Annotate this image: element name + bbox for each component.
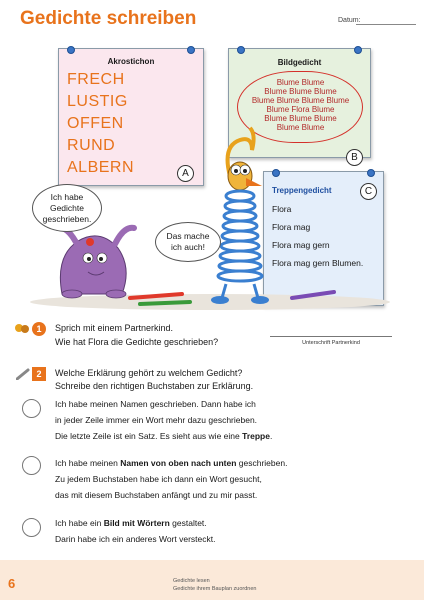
illustration bbox=[0, 36, 424, 320]
date-field[interactable] bbox=[356, 24, 416, 25]
akrostichon-word: RUND bbox=[67, 137, 116, 154]
signature-label: Unterschrift Partnerkind bbox=[302, 340, 360, 346]
treppe-line: Flora mag bbox=[272, 222, 311, 232]
bildgedicht-line: Blume Blume Blume bbox=[264, 114, 337, 123]
footer-line1: Gedichte lesen bbox=[173, 578, 210, 584]
spring-character-icon bbox=[211, 128, 269, 304]
signature-field[interactable] bbox=[270, 336, 392, 337]
treppe-line: Flora mag gern bbox=[272, 240, 330, 250]
footer-line2: Gedichte ihrem Bauplan zuordnen bbox=[173, 586, 257, 592]
treppengedicht-title: Treppengedicht bbox=[272, 186, 332, 195]
explanation-line: Ich habe ein Bild mit Wörtern gestaltet. bbox=[55, 518, 207, 528]
explanation-line: Ich habe meinen Namen von oben nach unten geschrieben. bbox=[55, 458, 288, 468]
task2-line1: Welche Erklärung gehört zu welchem Gedicht? bbox=[55, 368, 243, 378]
partner-talk-icon bbox=[14, 322, 30, 334]
task-number-1: 1 bbox=[32, 322, 46, 336]
badge-c: C bbox=[360, 183, 377, 200]
answer-circle-1[interactable] bbox=[22, 399, 41, 418]
footer-band bbox=[0, 560, 424, 600]
page-title: Gedichte schreiben bbox=[20, 8, 197, 29]
treppe-line: Flora bbox=[272, 204, 292, 214]
ground-shadow bbox=[30, 294, 390, 310]
task1-line2: Wie hat Flora die Gedichte geschrieben? bbox=[55, 337, 219, 347]
akrostichon-word: FRECH bbox=[67, 71, 125, 88]
bildgedicht-line: Blume Flora Blume bbox=[266, 105, 335, 114]
answer-circle-2[interactable] bbox=[22, 456, 41, 475]
explanation-line: Ich habe meinen Namen geschrieben. Dann habe ich bbox=[55, 399, 256, 409]
page-number: 6 bbox=[8, 576, 16, 591]
answer-circle-3[interactable] bbox=[22, 518, 41, 537]
explanation-3 bbox=[55, 515, 215, 547]
akrostichon-word: ALBERN bbox=[67, 159, 135, 176]
task-number-2: 2 bbox=[32, 367, 46, 381]
date-label: Datum: bbox=[338, 17, 361, 24]
explanation-1 bbox=[55, 396, 272, 444]
pencil-write-icon bbox=[16, 367, 30, 379]
treppe-line: Flora mag gern Blumen. bbox=[272, 258, 364, 268]
characters-illustration bbox=[0, 36, 424, 320]
bildgedicht-line: Blume Blume bbox=[276, 78, 325, 87]
akrostichon-title: Akrostichon bbox=[107, 57, 155, 66]
akrostichon-word: LUSTIG bbox=[67, 93, 128, 110]
explanation-line: Zu jedem Buchstaben habe ich dann ein Wort gesucht, bbox=[55, 474, 262, 484]
task1-line1: Sprich mit einem Partnerkind. bbox=[55, 323, 174, 333]
bildgedicht-line: Blume Blume Blume bbox=[264, 87, 337, 96]
task2-line2: Schreibe den richtigen Buchstaben zur Erklärung. bbox=[55, 381, 254, 391]
explanation-line: Darin habe ich ein anderes Wort versteckt. bbox=[55, 534, 216, 544]
explanation-line: Die letzte Zeile ist ein Satz. Es sieht aus wie eine Treppe. bbox=[55, 431, 273, 441]
bildgedicht-title: Bildgedicht bbox=[277, 58, 322, 67]
explanation-line: das mit diesem Buchstaben anfängt und zu mir passt. bbox=[55, 490, 258, 500]
bildgedicht-line: Blume Blume bbox=[276, 123, 325, 132]
explanation-2 bbox=[55, 455, 287, 503]
badge-b: B bbox=[346, 149, 363, 166]
akrostichon-word: OFFEN bbox=[67, 115, 124, 132]
explanation-line: in jeder Zeile immer ein Wort mehr dazu geschrieben. bbox=[55, 415, 258, 425]
bildgedicht-line: Blume Blume Blume Blume bbox=[251, 96, 350, 105]
speech-bubble-left: Ich habe Gedichte geschrieben. bbox=[32, 184, 102, 232]
badge-a: A bbox=[177, 165, 194, 182]
purple-creature-icon bbox=[58, 228, 134, 298]
speech-bubble-right: Das mache ich auch! bbox=[155, 222, 221, 262]
